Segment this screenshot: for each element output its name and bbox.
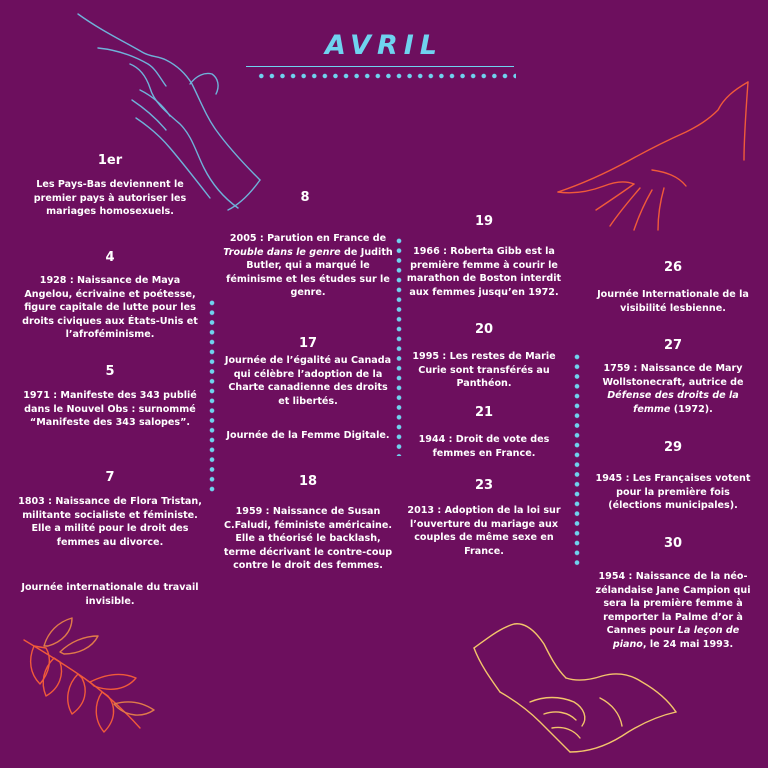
event-day: 20 (474, 322, 494, 337)
event-text (220, 232, 396, 300)
event-day: 21 (474, 405, 494, 420)
event-text: 1803 : Naissance de Flora Tristan, militante socialiste et féministe. Elle a milité pour le droit des femmes au divorce. (18, 496, 202, 548)
event-text: 1971 : Manifeste des 343 publié dans le Nouvel Obs : surnommé “Manifeste des 343 salopes”. (23, 390, 197, 429)
event-day: 29 (663, 440, 683, 455)
event-text-part: 1954 : Naissance de la néo- zélandaise Jane Campion qui sera la première femme à remporter la Palme d’or à Cannes pour (595, 571, 751, 637)
event-day: 4 (105, 250, 115, 265)
event-text: 1944 : Droit de vote des femmes en France. (418, 434, 550, 459)
event-text: Journée de l’égalité au Canada qui célèbre l’adoption de la Charte canadienne des droits et libertés. (224, 355, 392, 407)
event-day: 27 (663, 338, 683, 353)
event-text: Journée Internationale de la visibilité lesbienne. (597, 289, 749, 314)
column-divider-1 (209, 298, 215, 494)
event-text-part: 2005 : Parution en France de (229, 233, 387, 244)
event-day: 7 (105, 470, 115, 485)
event-day: 23 (474, 478, 494, 493)
event-text: 1928 : Naissance de Maya Angelou, écrivaine et poétesse, figure capitale de lutte pour les droits civiques aux États-Unis et l’afroféminisme. (22, 275, 198, 341)
event-day: 19 (474, 214, 494, 229)
event-text: 1995 : Les restes de Marie Curie sont transférés au Panthéon. (412, 351, 556, 390)
event-day: 18 (298, 474, 318, 489)
open-hand-icon (548, 80, 758, 250)
page-title: AVRIL (324, 30, 443, 61)
event-day: 17 (298, 336, 318, 351)
event-day: 5 (105, 364, 115, 379)
title-underline (246, 66, 514, 67)
event-book-title: La leçon de piano (612, 625, 740, 651)
event-day: 1er (97, 153, 123, 168)
event-day: 30 (663, 536, 683, 551)
event-book-title: Défense des droits de la femme (607, 390, 739, 415)
event-text: 1959 : Naissance de Susan C.Faludi, féministe américaine. Elle a théorisé le backlash, terme décrivant le contre-coup contre le droit des femmes. (223, 506, 393, 572)
event-text-secondary: Journée internationale du travail invisible. (21, 582, 199, 607)
event-book-title: Trouble dans le genre (223, 246, 341, 258)
event-day: 8 (300, 190, 310, 205)
event-text: Les Pays-Bas deviennent le premier pays à autoriser les mariages homosexuels. (33, 179, 187, 218)
event-day: 26 (663, 260, 683, 275)
title-dotted-divider (256, 72, 516, 80)
event-text: 1966 : Roberta Gibb est la première femme à courir le marathon de Boston interdit aux femmes jusqu’en 1972. (406, 246, 562, 298)
event-text-part: de Judith Butler, qui a marqué le féminisme et les études sur le genre. (226, 246, 393, 299)
event-text: 1945 : Les Françaises votent pour la première fois (élections municipales). (595, 473, 751, 512)
event-text-part: , le 24 mai 1993. (642, 639, 734, 651)
event-text (588, 362, 758, 416)
leaves-branch-icon (14, 612, 164, 752)
event-text-part: (1972). (670, 403, 713, 415)
event-text: 2013 : Adoption de la loi sur l’ouverture du mariage aux couples de même sexe en France. (407, 505, 561, 557)
event-text-secondary: Journée de la Femme Digitale. (226, 430, 390, 441)
event-text-part: 1759 : Naissance de Mary Wollstonecraft, autrice de (602, 363, 744, 388)
column-divider-3 (574, 352, 580, 566)
event-text (584, 570, 762, 652)
